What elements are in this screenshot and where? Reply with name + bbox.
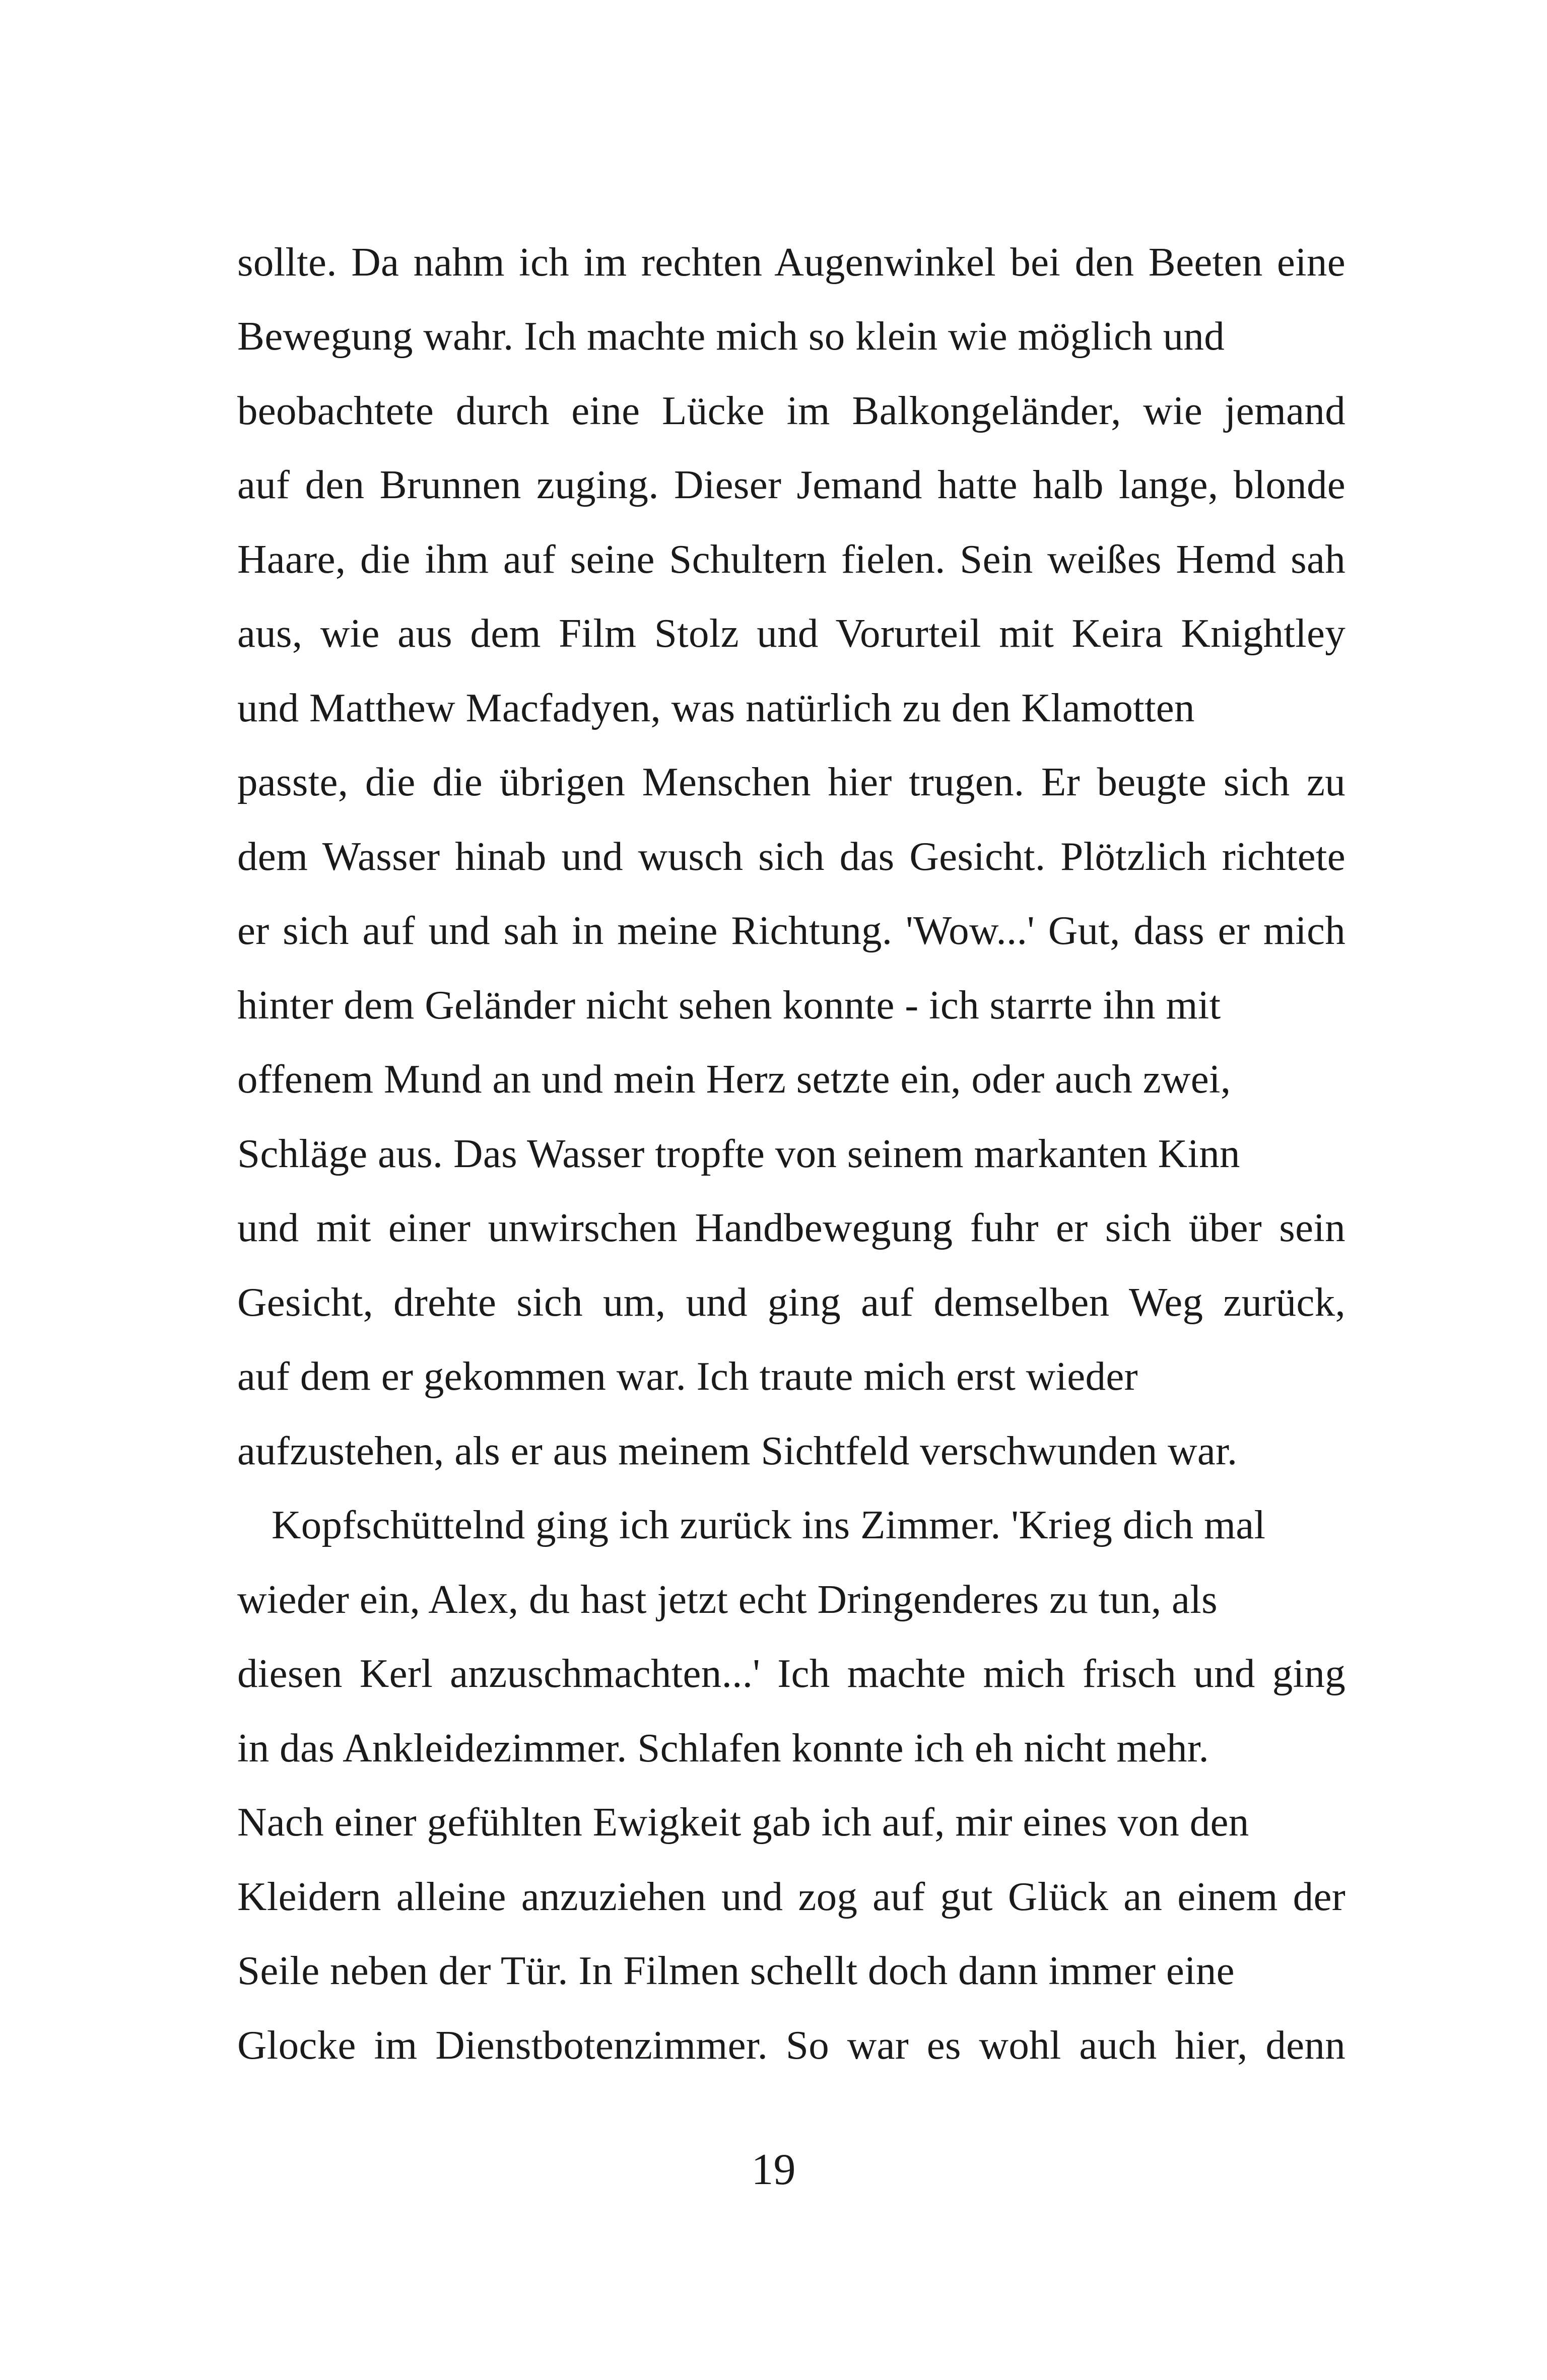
- text-line: auf dem er gekommen war. Ich traute mich erst wieder: [237, 1353, 1138, 1399]
- text-line: Schläge aus. Das Wasser tropfte von seinem markanten Kinn: [237, 1131, 1240, 1176]
- text-line: und Matthew Macfadyen, was natürlich zu den Klamotten: [237, 685, 1195, 730]
- text-line: Kleidern alleine anzuziehen und zog auf gut Glück an einem der: [237, 1874, 1346, 1919]
- text-line: diesen Kerl anzuschmachten...' Ich machte mich frisch und ging: [237, 1651, 1346, 1696]
- text-line: offenem Mund an und mein Herz setzte ein, oder auch zwei,: [237, 1056, 1231, 1102]
- text-line: passte, die die übrigen Menschen hier trugen. Er beugte sich zu: [237, 759, 1346, 804]
- text-line: sollte. Da nahm ich im rechten Augenwinkel bei den Beeten eine: [237, 239, 1346, 285]
- text-line: er sich auf und sah in meine Richtung. 'Wow...' Gut, dass er mich: [237, 908, 1346, 953]
- text-line: in das Ankleidezimmer. Schlafen konnte ich eh nicht mehr.: [237, 1725, 1209, 1771]
- text-line: auf den Brunnen zuging. Dieser Jemand hatte halb lange, blonde: [237, 462, 1346, 507]
- page-number: 19: [751, 2145, 796, 2194]
- text-line: hinter dem Geländer nicht sehen konnte - ich starrte ihn mit: [237, 982, 1221, 1028]
- text-line: Bewegung wahr. Ich machte mich so klein wie möglich und: [237, 313, 1225, 359]
- text-line: Gesicht, drehte sich um, und ging auf demselben Weg zurück,: [237, 1279, 1346, 1325]
- text-line: beobachtete durch eine Lücke im Balkongeländer, wie jemand: [237, 388, 1346, 433]
- text-line: dem Wasser hinab und wusch sich das Gesicht. Plötzlich richtete: [237, 834, 1346, 879]
- paragraph-first-line: Kopfschüttelnd ging ich zurück ins Zimmer. 'Krieg dich mal: [272, 1502, 1266, 1547]
- text-line: wieder ein, Alex, du hast jetzt echt Dringenderes zu tun, als: [237, 1577, 1218, 1622]
- text-line: aus, wie aus dem Film Stolz und Vorurteil mit Keira Knightley: [237, 610, 1346, 656]
- text-line: Seile neben der Tür. In Filmen schellt doch dann immer eine: [237, 1948, 1235, 1993]
- text-line: und mit einer unwirschen Handbewegung fuhr er sich über sein: [237, 1205, 1346, 1250]
- text-line: aufzustehen, als er aus meinem Sichtfeld verschwunden war.: [237, 1428, 1238, 1473]
- text-line: Nach einer gefühlten Ewigkeit gab ich auf, mir eines von den: [237, 1799, 1249, 1845]
- text-line: Glocke im Dienstbotenzimmer. So war es wohl auch hier, denn: [237, 2022, 1346, 2068]
- text-line: Haare, die ihm auf seine Schultern fielen. Sein weißes Hemd sah: [237, 536, 1346, 582]
